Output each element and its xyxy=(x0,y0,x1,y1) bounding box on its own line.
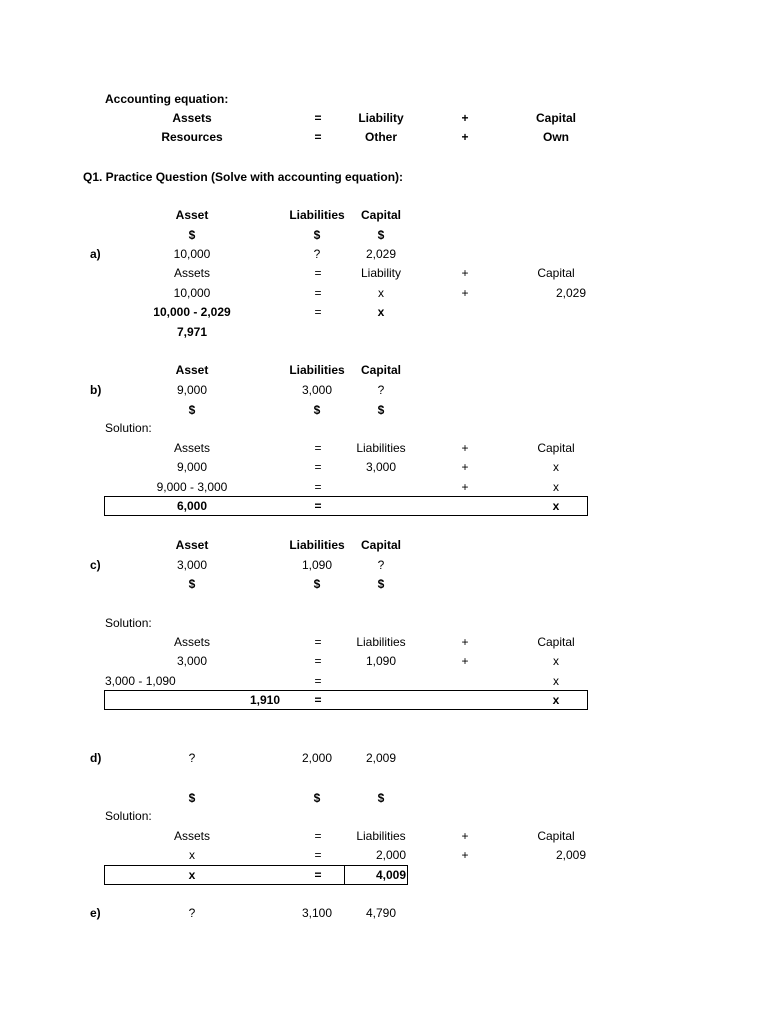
d-result-x: x xyxy=(188,868,196,882)
a-eq3-x: x xyxy=(377,305,385,319)
a-eq2-plus: + xyxy=(461,286,469,300)
b-eq3-equals: = xyxy=(314,480,322,494)
a-unit-liabilities: $ xyxy=(313,228,321,242)
d-label: d) xyxy=(90,751,102,765)
b-eq2-liabilities: 3,000 xyxy=(365,460,397,474)
d-eq2-plus: + xyxy=(461,848,469,862)
a-eq1-assets: Assets xyxy=(173,266,210,280)
c-eq2-plus: + xyxy=(461,654,469,668)
a-header-capital: Capital xyxy=(360,208,401,222)
e-given-liabilities: 3,100 xyxy=(301,906,333,920)
c-result-box xyxy=(104,690,588,710)
d-given-liabilities: 2,000 xyxy=(301,751,333,765)
c-eq3-equals: = xyxy=(314,674,322,688)
c-label: c) xyxy=(90,558,101,572)
c-eq2-assets: 3,000 xyxy=(176,654,208,668)
b-header-capital: Capital xyxy=(360,363,401,377)
b-result-x: x xyxy=(552,499,560,513)
c-eq3-x: x xyxy=(553,674,559,688)
d-unit-liabilities: $ xyxy=(313,791,321,805)
c-eq1-equals: = xyxy=(314,635,322,649)
intro-plus-2: + xyxy=(461,130,469,144)
a-given-capital: 2,029 xyxy=(365,247,397,261)
e-given-capital: 4,790 xyxy=(365,906,397,920)
b-eq1-capital: Capital xyxy=(537,441,575,455)
a-eq1-equals: = xyxy=(314,266,322,280)
b-eq2-x: x xyxy=(553,460,559,474)
a-eq2-assets: 10,000 xyxy=(173,286,211,300)
c-result-x: x xyxy=(552,693,560,707)
d-eq2-x: x xyxy=(189,848,195,862)
intro-equals: = xyxy=(314,111,322,125)
e-given-asset: ? xyxy=(188,906,196,920)
d-result-equals: = xyxy=(314,868,322,882)
d-eq2-capital: 2,009 xyxy=(555,848,586,862)
d-eq2-liabilities: 2,000 xyxy=(375,848,406,862)
c-eq1-plus: + xyxy=(461,635,469,649)
a-header-asset: Asset xyxy=(175,208,209,222)
b-given-liabilities: 3,000 xyxy=(301,383,333,397)
c-header-asset: Asset xyxy=(175,538,209,552)
a-unit-capital: $ xyxy=(377,228,385,242)
a-header-liabilities: Liabilities xyxy=(289,208,345,222)
a-unit-asset: $ xyxy=(188,228,196,242)
c-eq1-assets: Assets xyxy=(173,635,210,649)
c-unit-capital: $ xyxy=(377,577,385,591)
c-given-liabilities: 1,090 xyxy=(301,558,333,572)
d-unit-asset: $ xyxy=(188,791,196,805)
c-result-value: 1,910 xyxy=(249,693,280,707)
d-eq2-equals: = xyxy=(314,848,322,862)
c-given-asset: 3,000 xyxy=(176,558,208,572)
c-header-liabilities: Liabilities xyxy=(289,538,345,552)
b-eq2-equals: = xyxy=(314,460,322,474)
b-given-capital: ? xyxy=(377,383,385,397)
b-eq3-plus: + xyxy=(461,480,469,494)
c-header-capital: Capital xyxy=(360,538,401,552)
a-label: a) xyxy=(90,247,101,261)
a-eq2-x: x xyxy=(378,286,384,300)
d-given-asset: ? xyxy=(188,751,196,765)
c-eq1-capital: Capital xyxy=(537,635,575,649)
b-result-equals: = xyxy=(314,499,322,513)
intro-plus: + xyxy=(461,111,469,125)
b-eq3-expression: 9,000 - 3,000 xyxy=(156,480,228,494)
c-eq1-liabilities: Liabilities xyxy=(356,635,406,649)
b-solution-label: Solution: xyxy=(105,421,152,435)
intro-other: Other xyxy=(364,130,397,144)
c-unit-asset: $ xyxy=(188,577,196,591)
c-eq2-liabilities: 1,090 xyxy=(365,654,397,668)
b-result-value: 6,000 xyxy=(176,499,208,513)
a-answer: 7,971 xyxy=(176,325,208,339)
c-unit-liabilities: $ xyxy=(313,577,321,591)
a-eq2-equals: = xyxy=(314,286,322,300)
d-eq1-capital: Capital xyxy=(537,829,575,843)
intro-equals-2: = xyxy=(314,130,322,144)
e-label: e) xyxy=(90,906,101,920)
b-header-liabilities: Liabilities xyxy=(289,363,345,377)
b-eq3-x: x xyxy=(553,480,559,494)
b-unit-liabilities: $ xyxy=(313,403,321,417)
c-given-capital: ? xyxy=(377,558,385,572)
b-eq2-plus: + xyxy=(461,460,469,474)
a-eq1-liability: Liability xyxy=(360,266,402,280)
a-eq3-expression: 10,000 - 2,029 xyxy=(153,305,231,319)
a-eq3-equals: = xyxy=(314,305,322,319)
intro-heading: Accounting equation: xyxy=(105,92,229,106)
b-eq1-assets: Assets xyxy=(173,441,210,455)
b-eq2-assets: 9,000 xyxy=(176,460,208,474)
b-eq1-liabilities: Liabilities xyxy=(356,441,406,455)
intro-capital: Capital xyxy=(535,111,576,125)
intro-liability: Liability xyxy=(358,111,404,125)
d-given-capital: 2,009 xyxy=(365,751,397,765)
c-solution-label: Solution: xyxy=(105,616,152,630)
intro-own: Own xyxy=(543,130,569,144)
d-eq1-liabilities: Liabilities xyxy=(356,829,406,843)
d-unit-capital: $ xyxy=(377,791,385,805)
b-header-asset: Asset xyxy=(175,363,209,377)
a-eq1-capital: Capital xyxy=(537,266,575,280)
d-solution-label: Solution: xyxy=(105,809,152,823)
a-given-liabilities: ? xyxy=(313,247,321,261)
c-eq3-expression: 3,000 - 1,090 xyxy=(105,674,176,688)
a-given-asset: 10,000 xyxy=(173,247,211,261)
b-eq1-equals: = xyxy=(314,441,322,455)
question-title: Q1. Practice Question (Solve with accounting equation): xyxy=(83,170,404,184)
c-eq2-x: x xyxy=(553,654,559,668)
b-unit-capital: $ xyxy=(377,403,385,417)
c-eq2-equals: = xyxy=(314,654,322,668)
d-eq1-assets: Assets xyxy=(173,829,210,843)
a-eq2-capital: 2,029 xyxy=(555,286,586,300)
d-eq1-equals: = xyxy=(314,829,322,843)
b-given-asset: 9,000 xyxy=(176,383,208,397)
d-eq1-plus: + xyxy=(461,829,469,843)
a-eq1-plus: + xyxy=(461,266,469,280)
c-result-equals: = xyxy=(314,693,322,707)
b-unit-asset: $ xyxy=(188,403,196,417)
intro-assets: Assets xyxy=(172,111,212,125)
b-eq1-plus: + xyxy=(461,441,469,455)
b-label: b) xyxy=(90,383,102,397)
d-result-value: 4,009 xyxy=(375,868,406,882)
intro-resources: Resources xyxy=(161,130,223,144)
